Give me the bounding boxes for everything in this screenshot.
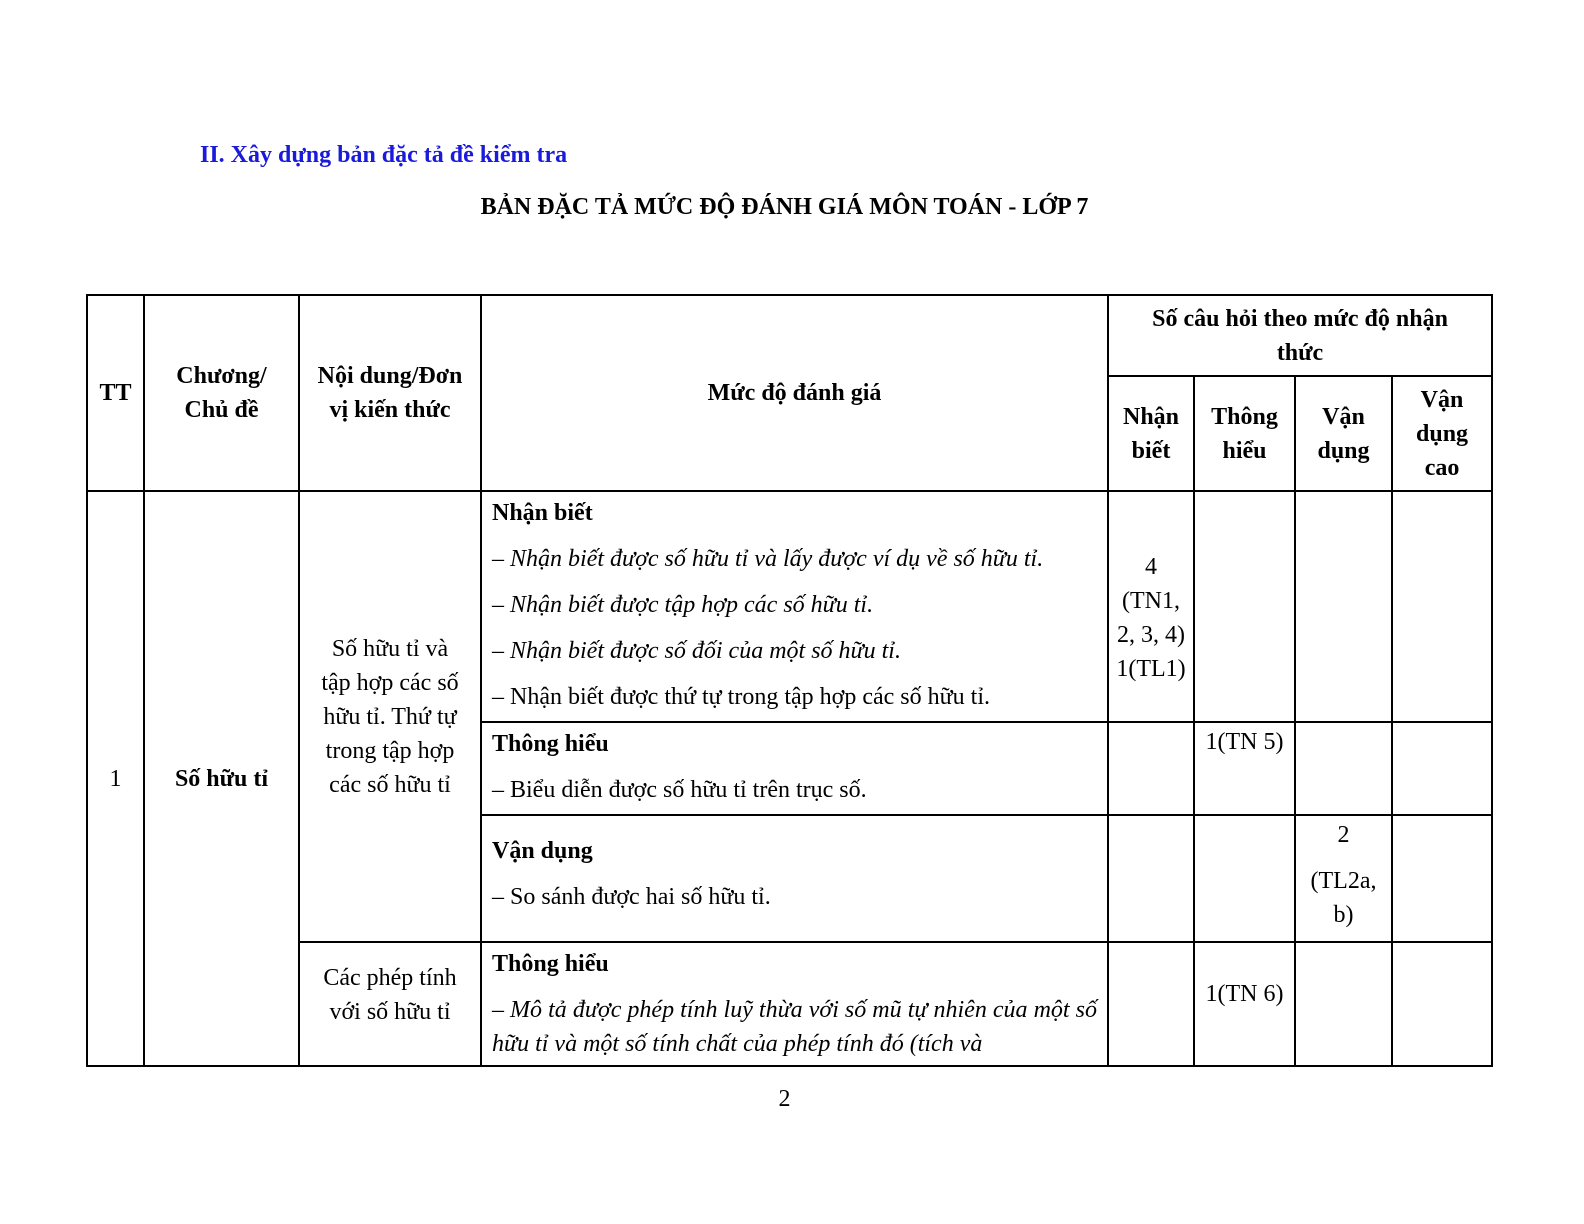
cell-chapter: Số hữu tỉ [144, 491, 299, 1066]
level-label: Thông hiểu [492, 951, 609, 977]
document-title: BẢN ĐẶC TẢ MỨC ĐỘ ĐÁNH GIÁ MÔN TOÁN - LỚP 7 [480, 194, 1089, 220]
count-van-dung [1295, 942, 1392, 1066]
cell-tt: 1 [87, 491, 144, 1066]
page-number: 2 [778, 1086, 791, 1112]
level-label: Nhận biết [492, 500, 593, 526]
count-van-dung-cao [1392, 942, 1492, 1066]
header-van-dung-cao: Vận dụng cao [1392, 376, 1492, 491]
criteria-nhan-biet [481, 491, 1108, 722]
section-heading: II. Xây dựng bản đặc tả đề kiểm tra [200, 142, 568, 168]
row-unit-a-nhan-biet [87, 491, 1492, 722]
count-nhan-biet [1108, 815, 1194, 942]
header-criteria: Mức độ đánh giá [481, 295, 1108, 491]
criteria-item: – Nhận biết được số đối của một số hữu tỉ. [492, 638, 901, 664]
count-van-dung: 2 (TL2a, b) [1295, 815, 1392, 942]
cell-unit-a: Số hữu tỉ và tập hợp các số hữu tỉ. Thứ tự trong tập hợp các số hữu tỉ [299, 491, 481, 942]
count-nhan-biet [1108, 942, 1194, 1066]
header-chapter: Chương/ Chủ đề [144, 295, 299, 491]
header-van-dung: Vận dụng [1295, 376, 1392, 491]
cell-unit-b: Các phép tính với số hữu tỉ [299, 942, 481, 1066]
level-label: Vận dụng [492, 838, 593, 864]
count-van-dung [1295, 491, 1392, 722]
header-tt: TT [87, 295, 144, 491]
count-thong-hieu: 1(TN 6) [1194, 942, 1295, 1066]
criteria-item: – Mô tả được phép tính luỹ thừa với số mũ tự nhiên của một số hữu tỉ và một số tính chất của phép tính đó (tích và [492, 997, 1097, 1057]
criteria-thong-hieu [481, 722, 1108, 815]
criteria-van-dung [481, 815, 1108, 942]
criteria-item: – Nhận biết được tập hợp các số hữu tỉ. [492, 592, 874, 618]
count-nhan-biet: 4 (TN1, 2, 3, 4) 1(TL1) [1108, 491, 1194, 722]
criteria-unit-b-thong-hieu [481, 942, 1108, 1066]
header-question-count: Số câu hỏi theo mức độ nhận thức [1108, 295, 1492, 376]
count-thong-hieu [1194, 815, 1295, 942]
count-thong-hieu: 1(TN 5) [1194, 722, 1295, 815]
specification-table [86, 294, 1493, 1067]
criteria-item: – Nhận biết được số hữu tỉ và lấy được ví dụ về số hữu tỉ. [492, 546, 1044, 572]
count-van-dung-cao [1392, 722, 1492, 815]
count-nhan-biet [1108, 722, 1194, 815]
header-content-unit: Nội dung/Đơn vị kiến thức [299, 295, 481, 491]
count-thong-hieu [1194, 491, 1295, 722]
header-row-1 [87, 295, 1492, 376]
count-van-dung-cao [1392, 491, 1492, 722]
level-label: Thông hiểu [492, 731, 609, 757]
criteria-item: – So sánh được hai số hữu tỉ. [492, 884, 771, 910]
header-thong-hieu: Thông hiểu [1194, 376, 1295, 491]
criteria-item: – Nhận biết được thứ tự trong tập hợp các số hữu tỉ. [492, 684, 990, 710]
count-van-dung-cao [1392, 815, 1492, 942]
criteria-item: – Biểu diễn được số hữu tỉ trên trục số. [492, 777, 867, 803]
header-nhan-biet: Nhận biết [1108, 376, 1194, 491]
count-van-dung [1295, 722, 1392, 815]
